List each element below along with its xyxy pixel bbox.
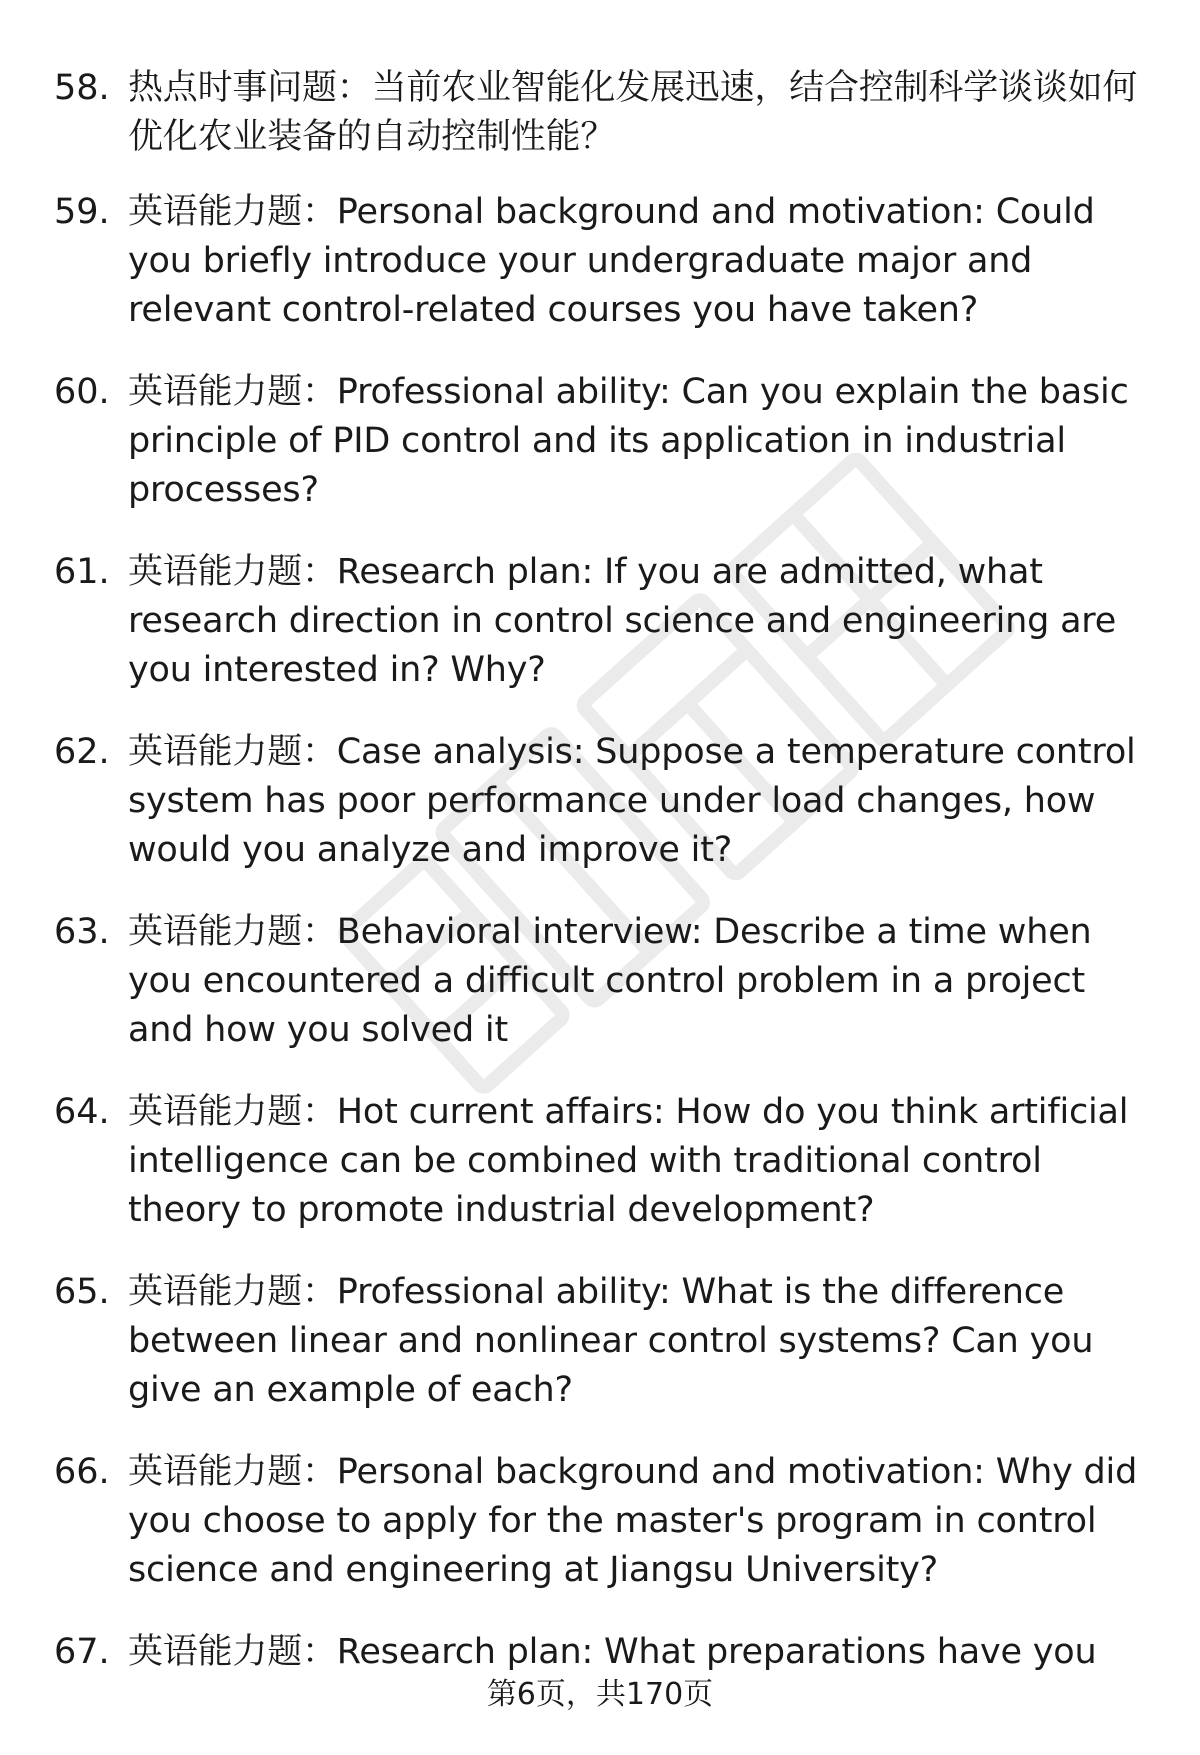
question-number: 60. — [54, 372, 110, 412]
question-text: 英语能力题：Hot current affairs: How do you think artificial intelligence can be combined with traditional control theory to promote industrial development? — [128, 1092, 1129, 1230]
question-text: 英语能力题：Personal background and motivation: Could you briefly introduce your undergraduate major and relevant control-related courses you have taken? — [128, 192, 1095, 330]
question-text: 英语能力题：Research plan: What preparations have you — [128, 1632, 1097, 1672]
question-text: 热点时事问题：当前农业智能化发展迅速，结合控制科学谈谈如何优化农业装备的自动控制性能？ — [128, 68, 1138, 157]
question-text: 英语能力题：Research plan: If you are admitted, what research direction in control science and engineering are you interested in? Why? — [128, 552, 1117, 690]
question-text: 英语能力题：Professional ability: Can you explain the basic principle of PID control and its application in industrial processes? — [128, 372, 1129, 510]
question-number: 58. — [54, 68, 110, 108]
question-number: 62. — [54, 732, 110, 772]
question-number: 64. — [54, 1092, 110, 1132]
question-text: 英语能力题：Case analysis: Suppose a temperature control system has poor performance under load changes, how would you analyze and improve it? — [128, 732, 1136, 870]
question-text: 英语能力题：Personal background and motivation: Why did you choose to apply for the master's program in control science and engineering at Jiangsu University? — [128, 1452, 1138, 1590]
question-number: 67. — [54, 1632, 110, 1672]
question-number: 61. — [54, 552, 110, 592]
question-text: 英语能力题：Behavioral interview: Describe a time when you encountered a difficult control problem in a project and how you solved it — [128, 912, 1092, 1050]
page-number: 第6页，共170页 — [486, 1677, 714, 1712]
question-number: 66. — [54, 1452, 110, 1492]
question-text: 英语能力题：Professional ability: What is the difference between linear and nonlinear control systems? Can you give an example of each? — [128, 1272, 1094, 1410]
question-number: 59. — [54, 192, 110, 232]
question-number: 65. — [54, 1272, 110, 1312]
question-number: 63. — [54, 912, 110, 952]
